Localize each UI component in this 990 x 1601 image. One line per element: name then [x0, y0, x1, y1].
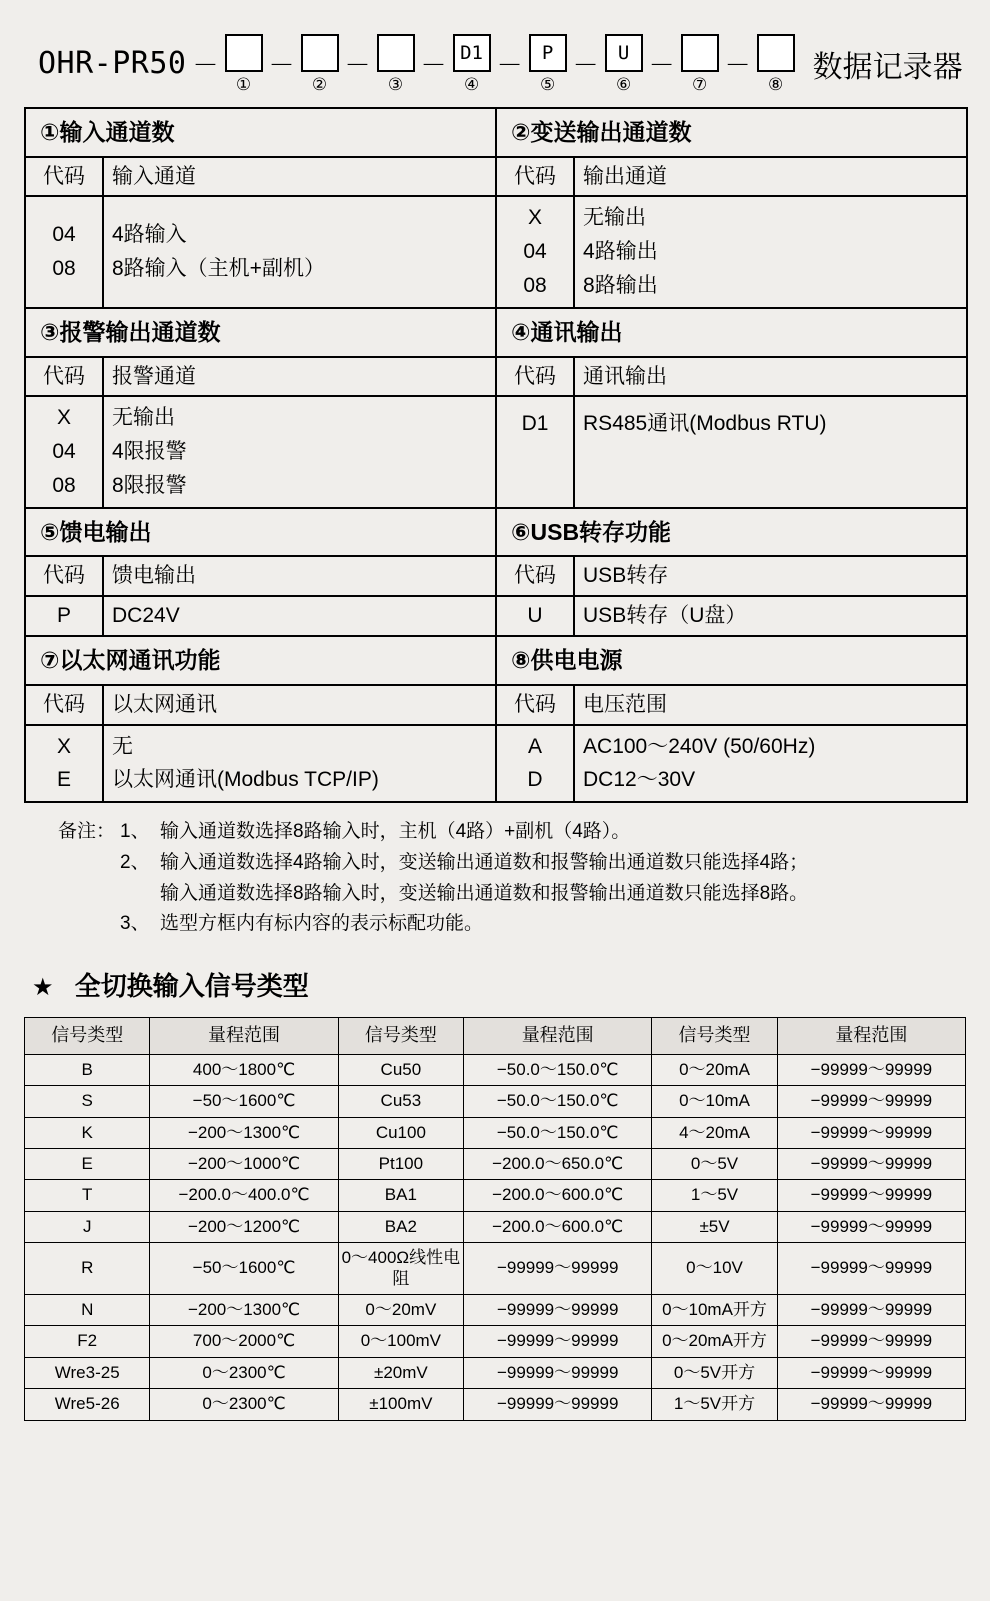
code-index-5: ⑤ [539, 75, 556, 94]
desc-value: 8路输出 [583, 274, 658, 298]
cell: −99999～99999 [464, 1326, 652, 1357]
table-row [25, 357, 967, 397]
cell: B [25, 1054, 150, 1085]
table-row [25, 1054, 966, 1085]
cell: −99999～99999 [777, 1357, 965, 1388]
table-row [25, 1211, 966, 1242]
code-slot-5 [529, 34, 567, 93]
remark-text-2b: 输入通道数选择8路输入时，变送输出通道数和报警输出通道数只能选择8路。 [160, 882, 809, 904]
code-value: X [528, 206, 543, 230]
code-value: D1 [521, 412, 549, 436]
table-row [25, 596, 967, 636]
col-header: 信号类型 [25, 1018, 150, 1055]
desc-list-1 [103, 196, 496, 307]
code-value: D [527, 768, 543, 792]
code-value: 08 [523, 274, 547, 298]
desc-value: 以太网通讯(Modbus TCP/IP) [112, 768, 379, 792]
col-code-2: 代码 [496, 157, 574, 197]
desc-value: RS485通讯(Modbus RTU) [583, 412, 827, 436]
code-index-1: ① [235, 75, 252, 94]
code-slot-8 [757, 34, 795, 93]
cell: −200.0～400.0℃ [150, 1180, 338, 1211]
col-code-3: 代码 [25, 357, 103, 397]
code-value: E [56, 768, 71, 792]
col-header: 信号类型 [338, 1018, 463, 1055]
code-slot-2 [301, 34, 339, 93]
dash-6: － [648, 50, 675, 80]
code-box-3[interactable] [377, 34, 415, 72]
cell: T [25, 1180, 150, 1211]
cell: −99999～99999 [464, 1389, 652, 1420]
cell: Cu53 [338, 1086, 463, 1117]
code-index-6: ⑥ [615, 75, 632, 94]
remark-line [58, 848, 966, 879]
remarks-label: 备注： [58, 821, 116, 843]
cell: −50.0～150.0℃ [464, 1117, 652, 1148]
col-header: 量程范围 [777, 1018, 965, 1055]
col-desc-3: 报警通道 [103, 357, 496, 397]
code-value: P [56, 604, 71, 628]
code-value: 08 [52, 257, 76, 281]
table-row [25, 636, 967, 685]
cell: R [25, 1243, 150, 1295]
code-list-8 [496, 725, 574, 803]
code-value: 04 [523, 240, 547, 264]
table-row [25, 508, 967, 557]
cell: 0～10mA开方 [652, 1294, 777, 1325]
section-title-4: ④通讯输出 [496, 308, 967, 357]
cell: N [25, 1294, 150, 1325]
desc-list-3 [103, 396, 496, 507]
remark-text-1: 输入通道数选择8路输入时，主机（4路）+副机（4路）。 [160, 821, 631, 843]
cell: BA1 [338, 1180, 463, 1211]
cell: −99999～99999 [777, 1086, 965, 1117]
desc-list-2 [574, 196, 967, 307]
table-row [25, 1294, 966, 1325]
dash-3: － [420, 50, 447, 80]
col-code-6: 代码 [496, 556, 574, 596]
desc-value: 8路输入（主机+副机） [112, 257, 325, 281]
col-desc-8: 电压范围 [574, 685, 967, 725]
dash-5: － [572, 50, 599, 80]
signal-section-title: 全切换输入信号类型 [74, 971, 309, 1002]
cell: 0～5V [652, 1149, 777, 1180]
code-list-1 [25, 196, 103, 307]
code-list-4 [496, 396, 574, 507]
code-value: 04 [52, 440, 76, 464]
code-box-1[interactable] [225, 34, 263, 72]
cell: 0～10mA [652, 1086, 777, 1117]
code-box-7[interactable] [681, 34, 719, 72]
cell: 4～20mA [652, 1117, 777, 1148]
product-name: 数据记录器 [812, 50, 963, 84]
cell: −50.0～150.0℃ [464, 1086, 652, 1117]
desc-value: 无输出 [583, 206, 647, 230]
remark-num-3: 3、 [120, 913, 150, 935]
code-slot-1 [225, 34, 263, 93]
cell: −99999～99999 [777, 1149, 965, 1180]
dash-4: － [496, 50, 523, 80]
remark-num-2b [120, 879, 160, 910]
desc-value: USB转存（U盘） [583, 604, 747, 628]
cell: −200.0～600.0℃ [464, 1180, 652, 1211]
desc-list-7 [103, 725, 496, 803]
cell: 0～10V [652, 1243, 777, 1295]
col-desc-7: 以太网通讯 [103, 685, 496, 725]
cell: −200～1300℃ [150, 1117, 338, 1148]
cell: −99999～99999 [464, 1357, 652, 1388]
table-row [25, 1357, 966, 1388]
dash-7: － [724, 50, 751, 80]
cell: 0～20mA开方 [652, 1326, 777, 1357]
cell: K [25, 1117, 150, 1148]
table-row [25, 157, 967, 197]
section-title-5: ⑤馈电输出 [25, 508, 496, 557]
desc-list-8 [574, 725, 967, 803]
remark-line [58, 817, 966, 848]
remarks-block [24, 817, 966, 940]
cell: 700～2000℃ [150, 1326, 338, 1357]
desc-value: AC100～240V (50/60Hz) [583, 734, 816, 758]
desc-value: 8限报警 [112, 474, 187, 497]
code-value: X [56, 734, 71, 758]
section-title-1: ①输入通道数 [25, 108, 496, 157]
cell: −200～1300℃ [150, 1294, 338, 1325]
cell: −99999～99999 [777, 1243, 965, 1295]
cell: 0～400Ω线性电阻 [338, 1243, 463, 1295]
code-box-4[interactable]: D1 [453, 34, 491, 72]
remarks-label-spacer [58, 909, 120, 940]
cell: −50.0～150.0℃ [464, 1054, 652, 1085]
code-list-3 [25, 396, 103, 507]
code-box-6[interactable]: U [605, 34, 643, 72]
cell: J [25, 1211, 150, 1242]
cell: 0～2300℃ [150, 1357, 338, 1388]
dash-0: － [192, 50, 219, 80]
section-title-2: ②变送输出通道数 [496, 108, 967, 157]
cell: −99999～99999 [777, 1211, 965, 1242]
code-index-3: ③ [387, 75, 404, 94]
cell: −99999～99999 [464, 1243, 652, 1295]
cell: −99999～99999 [777, 1054, 965, 1085]
cell: −200.0～650.0℃ [464, 1149, 652, 1180]
cell: 0～100mV [338, 1326, 463, 1357]
code-list-5 [25, 596, 103, 636]
code-value: 04 [52, 223, 76, 247]
cell: ±20mV [338, 1357, 463, 1388]
desc-list-5 [103, 596, 496, 636]
table-row [25, 196, 967, 307]
table-row [25, 556, 967, 596]
cell: BA2 [338, 1211, 463, 1242]
code-slot-6 [605, 34, 643, 93]
section-title-6: ⑥USB转存功能 [496, 508, 967, 557]
remark-num-1: 1、 [120, 821, 150, 843]
desc-value: DC24V [112, 604, 180, 628]
col-header: 量程范围 [150, 1018, 338, 1055]
section-title-7: ⑦以太网通讯功能 [25, 636, 496, 685]
model-name: OHR-PR50 [38, 46, 187, 81]
code-list-2 [496, 196, 574, 307]
col-code-5: 代码 [25, 556, 103, 596]
cell: −50～1600℃ [150, 1243, 338, 1295]
code-index-8: ⑧ [768, 75, 784, 94]
cell: −200.0～600.0℃ [464, 1211, 652, 1242]
cell: −99999～99999 [464, 1294, 652, 1325]
col-desc-6: USB转存 [574, 556, 967, 596]
signal-type-table [24, 1017, 966, 1420]
cell: 400～1800℃ [150, 1054, 338, 1085]
table-row [25, 1180, 966, 1211]
desc-value: DC12～30V [583, 768, 696, 792]
code-index-7: ⑦ [691, 75, 708, 94]
cell: 1～5V [652, 1180, 777, 1211]
code-box-8[interactable] [757, 34, 795, 72]
code-value: 08 [52, 474, 76, 497]
code-box-2[interactable] [301, 34, 339, 72]
cell: −200～1000℃ [150, 1149, 338, 1180]
col-desc-2: 输出通道 [574, 157, 967, 197]
table-row [25, 1086, 966, 1117]
table-row [25, 685, 967, 725]
col-desc-1: 输入通道 [103, 157, 496, 197]
code-value: U [527, 604, 543, 628]
cell: −99999～99999 [777, 1180, 965, 1211]
remark-line [58, 879, 966, 910]
cell: −50～1600℃ [150, 1086, 338, 1117]
col-code-7: 代码 [25, 685, 103, 725]
code-index-2: ② [311, 75, 328, 94]
desc-list-6 [574, 596, 967, 636]
desc-list-4 [574, 396, 967, 507]
signal-section-heading [24, 966, 966, 1003]
remarks-label-spacer [58, 879, 120, 910]
code-slot-7 [681, 34, 719, 93]
desc-value: 4限报警 [112, 440, 187, 464]
cell: E [25, 1149, 150, 1180]
cell: ±5V [652, 1211, 777, 1242]
cell: Cu100 [338, 1117, 463, 1148]
col-desc-5: 馈电输出 [103, 556, 496, 596]
code-list-7 [25, 725, 103, 803]
remark-line [58, 909, 966, 940]
table-row [25, 1243, 966, 1295]
dash-2: － [344, 50, 371, 80]
desc-value: 无 [112, 734, 133, 758]
code-box-5[interactable]: P [529, 34, 567, 72]
cell: −99999～99999 [777, 1294, 965, 1325]
desc-value: 4路输入 [112, 223, 187, 247]
star-icon: ★ [32, 974, 54, 1002]
code-value: X [56, 406, 71, 430]
section-title-8: ⑧供电电源 [496, 636, 967, 685]
code-value: A [528, 734, 543, 758]
table-row [25, 396, 967, 507]
remark-text-3: 选型方框内有标内容的表示标配功能。 [160, 913, 484, 935]
cell: ±100mV [338, 1389, 463, 1420]
col-header: 量程范围 [464, 1018, 652, 1055]
cell: F2 [25, 1326, 150, 1357]
desc-value: 4路输出 [583, 240, 658, 264]
remark-num-2: 2、 [120, 851, 150, 873]
cell: Wre3-25 [25, 1357, 150, 1388]
table-row [25, 1149, 966, 1180]
remark-text-2: 输入通道数选择4路输入时，变送输出通道数和报警输出通道数只能选择4路； [160, 851, 809, 873]
cell: 0～2300℃ [150, 1389, 338, 1420]
cell: S [25, 1086, 150, 1117]
code-slot-3 [377, 34, 415, 93]
cell: 0～20mA [652, 1054, 777, 1085]
col-desc-4: 通讯输出 [574, 357, 967, 397]
col-code-8: 代码 [496, 685, 574, 725]
col-header: 信号类型 [652, 1018, 777, 1055]
table-header-row [25, 1018, 966, 1055]
cell: Cu50 [338, 1054, 463, 1085]
cell: −99999～99999 [777, 1326, 965, 1357]
cell: 1～5V开方 [652, 1389, 777, 1420]
model-code-row [24, 0, 966, 93]
desc-value: 无输出 [112, 406, 175, 430]
table-row [25, 1117, 966, 1148]
cell: 0～5V开方 [652, 1357, 777, 1388]
code-list-6 [496, 596, 574, 636]
cell: −99999～99999 [777, 1117, 965, 1148]
code-slot-4 [453, 34, 491, 93]
code-index-4: ④ [463, 75, 480, 94]
col-code-1: 代码 [25, 157, 103, 197]
table-row [25, 1326, 966, 1357]
cell: Pt100 [338, 1149, 463, 1180]
cell: −200～1200℃ [150, 1211, 338, 1242]
option-table [24, 107, 968, 803]
section-title-3: ③报警输出通道数 [25, 308, 496, 357]
cell: 0～20mV [338, 1294, 463, 1325]
cell: −99999～99999 [777, 1389, 965, 1420]
col-code-4: 代码 [496, 357, 574, 397]
table-row [25, 1389, 966, 1420]
dash-1: － [268, 50, 295, 80]
remarks-label-spacer [58, 848, 120, 879]
table-row [25, 108, 967, 157]
cell: Wre5-26 [25, 1389, 150, 1420]
table-row [25, 725, 967, 803]
table-row [25, 308, 967, 357]
